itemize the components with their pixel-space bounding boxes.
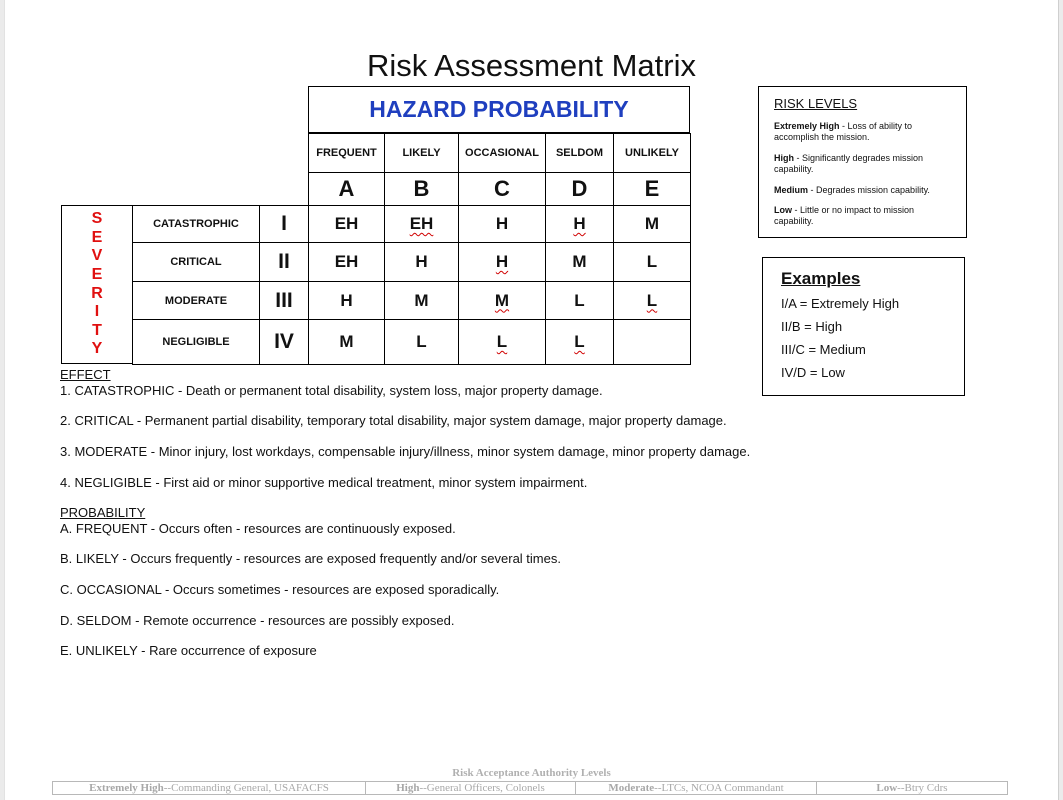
matrix-cell — [545, 319, 614, 365]
footer-title: Risk Acceptance Authority Levels — [452, 767, 611, 779]
matrix-value: EH — [409, 214, 434, 233]
matrix-cell — [384, 205, 459, 243]
footer-desc: --LTCs, NCOA Commandant — [654, 782, 784, 794]
matrix-cell — [384, 281, 459, 320]
matrix-cell — [613, 281, 691, 320]
example-item: II/B = High — [781, 319, 843, 334]
matrix-cell — [545, 205, 614, 243]
col-header-likely: LIKELY — [384, 133, 459, 173]
effect-item: 1. CATASTROPHIC - Death or permanent total disability, system loss, major property damage. — [60, 383, 603, 398]
footer-desc: --General Officers, Colonels — [419, 782, 545, 794]
matrix-cell — [458, 205, 546, 243]
matrix-cell — [458, 319, 546, 365]
risk-level-item — [774, 185, 954, 196]
risk-level-desc: - Degrades mission capability. — [808, 185, 930, 195]
effect-item: 2. CRITICAL - Permanent partial disability, temporary total disability, major system damage, major property damage. — [60, 413, 727, 428]
example-item: IV/D = Low — [781, 365, 845, 380]
footer-cell — [816, 781, 1008, 795]
col-letter-c: C — [458, 172, 546, 206]
matrix-value: L — [646, 252, 658, 271]
row-label-catastrophic: CATASTROPHIC — [132, 205, 260, 243]
matrix-value: EH — [334, 252, 359, 271]
matrix-cell — [308, 205, 385, 243]
severity-letter: Y — [91, 340, 103, 358]
effect-item: 3. MODERATE - Minor injury, lost workdays, compensable injury/illness, minor system damage, minor property damage. — [60, 444, 751, 459]
matrix-value: H — [573, 214, 586, 233]
footer-cell — [52, 781, 366, 795]
risk-level-desc: - Little or no impact to mission capability. — [774, 205, 915, 226]
matrix-cell — [545, 242, 614, 282]
matrix-value: L — [574, 290, 585, 310]
probability-item: E. UNLIKELY - Rare occurrence of exposure — [60, 643, 317, 658]
risk-level-desc: - Significantly degrades mission capability. — [774, 153, 924, 174]
probability-item: D. SELDOM - Remote occurrence - resources are possibly exposed. — [60, 613, 455, 628]
matrix-cell — [308, 281, 385, 320]
probability-item: A. FREQUENT - Occurs often - resources are continuously exposed. — [60, 521, 456, 536]
col-header-unlikely: UNLIKELY — [613, 133, 691, 173]
col-letter-e: E — [613, 172, 691, 206]
footer-term: High — [396, 782, 420, 794]
matrix-cell — [545, 281, 614, 320]
matrix-value: M — [339, 332, 354, 351]
col-letter-b: B — [384, 172, 459, 206]
footer-term: Moderate — [608, 782, 655, 794]
examples-box — [762, 257, 965, 396]
row-label-negligible: NEGLIGIBLE — [132, 319, 260, 365]
row-roman-ii: II — [259, 242, 309, 282]
row-roman-iv: IV — [259, 319, 309, 365]
example-item: I/A = Extremely High — [781, 296, 900, 311]
severity-label — [61, 205, 133, 364]
severity-letter: T — [92, 321, 102, 339]
matrix-value: L — [416, 332, 427, 351]
matrix-value: L — [574, 332, 585, 351]
footer-cell — [575, 781, 817, 795]
row-roman-i: I — [259, 205, 309, 243]
matrix-value: H — [495, 214, 509, 233]
hazard-probability-label: HAZARD PROBABILITY — [369, 96, 629, 122]
matrix-cell — [613, 319, 691, 365]
matrix-value: H — [415, 252, 428, 271]
col-letter-d: D — [545, 172, 614, 206]
examples-title: Examples — [781, 269, 861, 288]
probability-item: C. OCCASIONAL - Occurs sometimes - resources are exposed sporadically. — [60, 582, 500, 597]
footer-cell — [365, 781, 576, 795]
risk-level-item — [774, 205, 954, 227]
matrix-cell — [308, 242, 385, 282]
footer-term: Extremely High — [89, 782, 164, 794]
severity-letter: E — [91, 265, 103, 283]
matrix-value: M — [494, 290, 510, 310]
page-title: Risk Assessment Matrix — [366, 48, 696, 83]
effect-item: 4. NEGLIGIBLE - First aid or minor supportive medical treatment, minor system impairment. — [60, 475, 588, 490]
matrix-value: L — [496, 332, 508, 351]
col-letter-a: A — [308, 172, 385, 206]
col-header-frequent: FREQUENT — [308, 133, 385, 173]
severity-letter: I — [94, 303, 100, 321]
matrix-cell — [384, 319, 459, 365]
probability-item: B. LIKELY - Occurs frequently - resources are exposed frequently and/or several times. — [60, 551, 561, 566]
matrix-cell — [308, 319, 385, 365]
risk-level-item — [774, 153, 954, 175]
row-roman-iii: III — [259, 281, 309, 320]
footer-desc: --Btry Cdrs — [897, 782, 948, 794]
matrix-value: M — [644, 214, 660, 233]
row-label-critical: CRITICAL — [132, 242, 260, 282]
col-header-seldom: SELDOM — [545, 133, 614, 173]
matrix-cell — [613, 242, 691, 282]
example-item: III/C = Medium — [781, 342, 866, 357]
matrix-cell — [458, 242, 546, 282]
risk-level-item — [774, 121, 954, 143]
matrix-value: M — [414, 290, 429, 310]
risk-level-term: Extremely High — [774, 121, 840, 131]
footer-term: Low — [876, 782, 898, 794]
severity-letter: V — [91, 247, 103, 265]
row-label-moderate: MODERATE — [132, 281, 260, 320]
matrix-value: L — [646, 290, 658, 310]
risk-levels-box — [758, 86, 967, 238]
effect-heading: EFFECT — [60, 367, 111, 382]
matrix-value: EH — [334, 214, 359, 233]
risk-level-term: Medium — [774, 185, 809, 195]
risk-level-term: Low — [774, 205, 792, 215]
footer-desc: --Commanding General, USAFACFS — [163, 782, 329, 794]
severity-letter: S — [91, 210, 103, 228]
matrix-cell — [384, 242, 459, 282]
severity-letter: E — [91, 228, 103, 246]
risk-level-term: High — [774, 153, 794, 163]
matrix-value: H — [495, 252, 509, 271]
matrix-value: H — [340, 290, 353, 310]
hazard-probability-header — [308, 86, 690, 133]
matrix-cell — [613, 205, 691, 243]
matrix-value: M — [572, 252, 587, 271]
col-header-occasional: OCCASIONAL — [458, 133, 546, 173]
matrix-cell — [458, 281, 546, 320]
risk-levels-title: RISK LEVELS — [774, 96, 858, 111]
probability-heading: PROBABILITY — [60, 505, 146, 520]
risk-level-desc: - Loss of ability to accomplish the mission. — [774, 121, 913, 142]
severity-letter: R — [91, 284, 103, 302]
